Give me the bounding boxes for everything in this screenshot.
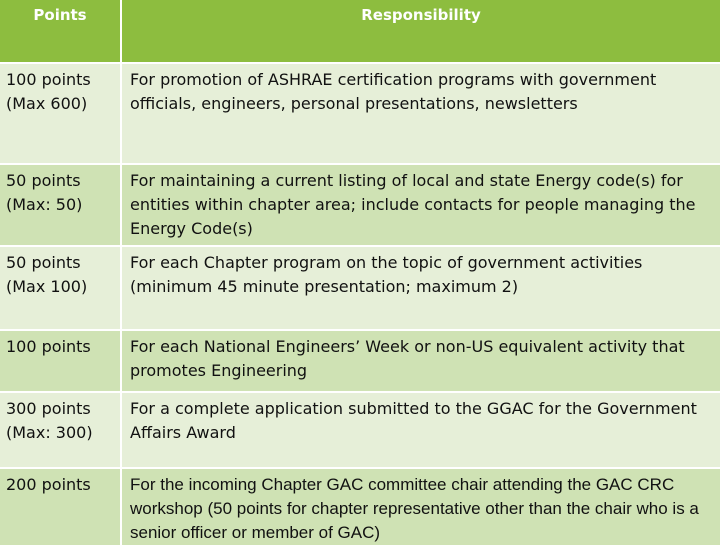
responsibility-cell: For promotion of ASHRAE certification programs with government officials, engineers, personal presentations, newsletters [121, 63, 720, 164]
points-max: (Max 600) [6, 94, 88, 113]
points-max: (Max: 300) [6, 423, 93, 442]
points-value: 100 points [6, 337, 91, 356]
points-cell [0, 63, 121, 164]
responsibility-cell: For maintaining a current listing of local and state Energy code(s) for entities within chapter area; include contacts for people managing the Energy Code(s) [121, 164, 720, 246]
responsibility-cell: For a complete application submitted to the GGAC for the Government Affairs Award [121, 392, 720, 468]
points-cell [0, 392, 121, 468]
table-row [0, 392, 720, 468]
points-value: 200 points [6, 475, 91, 494]
points-value: 100 points [6, 70, 91, 89]
responsibility-cell: For each National Engineers’ Week or non-US equivalent activity that promotes Engineering [121, 330, 720, 392]
table-row [0, 63, 720, 164]
table-row [0, 330, 720, 392]
table-row [0, 246, 720, 330]
points-max: (Max 100) [6, 277, 88, 296]
points-value: 300 points [6, 399, 91, 418]
table-row [0, 468, 720, 545]
header-responsibility: Responsibility [121, 0, 720, 63]
points-cell [0, 246, 121, 330]
points-cell [0, 330, 121, 392]
header-points: Points [0, 0, 121, 63]
table-row [0, 164, 720, 246]
points-cell [0, 164, 121, 246]
responsibility-cell: For each Chapter program on the topic of government activities (minimum 45 minute presentation; maximum 2) [121, 246, 720, 330]
points-max: (Max: 50) [6, 195, 83, 214]
responsibility-cell: For the incoming Chapter GAC committee chair attending the GAC CRC workshop (50 points for chapter representative other than the chair who is a senior officer or member of GAC) [121, 468, 720, 545]
points-cell [0, 468, 121, 545]
points-value: 50 points [6, 171, 81, 190]
points-value: 50 points [6, 253, 81, 272]
header-row [0, 0, 720, 63]
